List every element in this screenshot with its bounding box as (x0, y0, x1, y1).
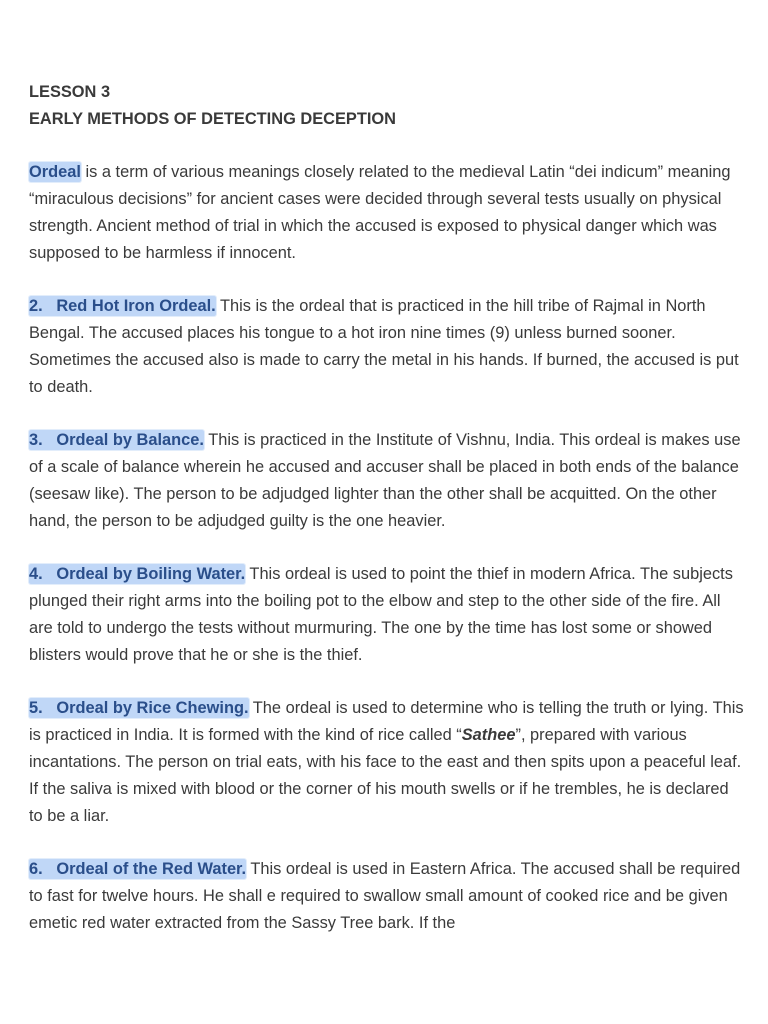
item-number: 2. (29, 297, 43, 316)
item-text-before: The ordeal is used to determine who is telling the truth or lying. This is practiced in India. It is formed with the kind of rice called “ (29, 699, 744, 745)
ordeal-item-red-hot-iron (29, 293, 744, 400)
item-text: This ordeal is used to point the thief in modern Africa. The subjects plunged their right arms into the boiling pot to the elbow and step to the other side of the fire. All are told to undergo the tests without murmuring. The one by the time has lost some or showed blisters would prove that he or she is the thief. (29, 565, 733, 664)
lesson-title: EARLY METHODS OF DETECTING DECEPTION (29, 109, 397, 128)
item-number: 6. (29, 860, 43, 879)
intro-text: is a term of various meanings closely related to the medieval Latin “dei indicum” meaning “miraculous decisions” for ancient cases were decided through several tests usually on physical strength. Ancient method of trial in which the accused is exposed to physical danger which was supposed to be harmless if innocent. (29, 163, 731, 262)
ordeal-item-red-water (29, 856, 744, 936)
item-number: 4. (29, 565, 43, 584)
highlighted-heading (29, 564, 245, 584)
ordeal-item-boiling-water (29, 561, 744, 668)
item-text: This is practiced in the Institute of Vishnu, India. This ordeal is makes use of a scale of balance wherein he accused and accuser shall be placed in both ends of the balance (seesaw like). The person to be adjudged lighter than the other shall be acquitted. On the other hand, the person to be adjudged guilty is the one heavier. (29, 431, 741, 530)
highlighted-heading (29, 296, 216, 316)
intro-paragraph (29, 159, 744, 266)
highlighted-heading (29, 698, 249, 718)
item-text: This is the ordeal that is practiced in the hill tribe of Rajmal in North Bengal. The accused places his tongue to a hot iron nine times (9) unless burned sooner. Sometimes the accused also is made to carry the metal in his hands. If burned, the accused is put to death. (29, 297, 739, 396)
document-page (29, 79, 744, 937)
item-text: This ordeal is used in Eastern Africa. The accused shall be required to fast for twelve hours. He shall e required to swallow small amount of cooked rice and be given emetic red water extracted from the Sassy Tree bark. If the (29, 860, 741, 932)
ordeal-item-rice-chewing (29, 695, 744, 829)
highlighted-term-ordeal: Ordeal (29, 163, 81, 182)
ordeal-item-balance (29, 427, 744, 534)
lesson-number: LESSON 3 (29, 83, 111, 101)
item-number: 3. (29, 431, 43, 450)
item-heading: Ordeal by Rice Chewing. (56, 699, 249, 718)
highlighted-heading (29, 430, 204, 450)
item-heading: Ordeal by Balance. (56, 431, 204, 450)
highlighted-heading (29, 859, 246, 879)
item-heading: Red Hot Iron Ordeal. (56, 297, 216, 316)
item-heading: Ordeal of the Red Water. (56, 860, 247, 879)
item-emphasis-sathee: Sathee (461, 726, 516, 745)
item-text-after: ”, prepared with various incantations. The person on trial eats, with his face to the east and then spits upon a peaceful leaf. If the saliva is mixed with blood or the corner of his mouth swells or if he trembles, he is declared to be a liar. (29, 726, 742, 825)
item-heading: Ordeal by Boiling Water. (56, 565, 246, 584)
item-number: 5. (29, 699, 43, 718)
